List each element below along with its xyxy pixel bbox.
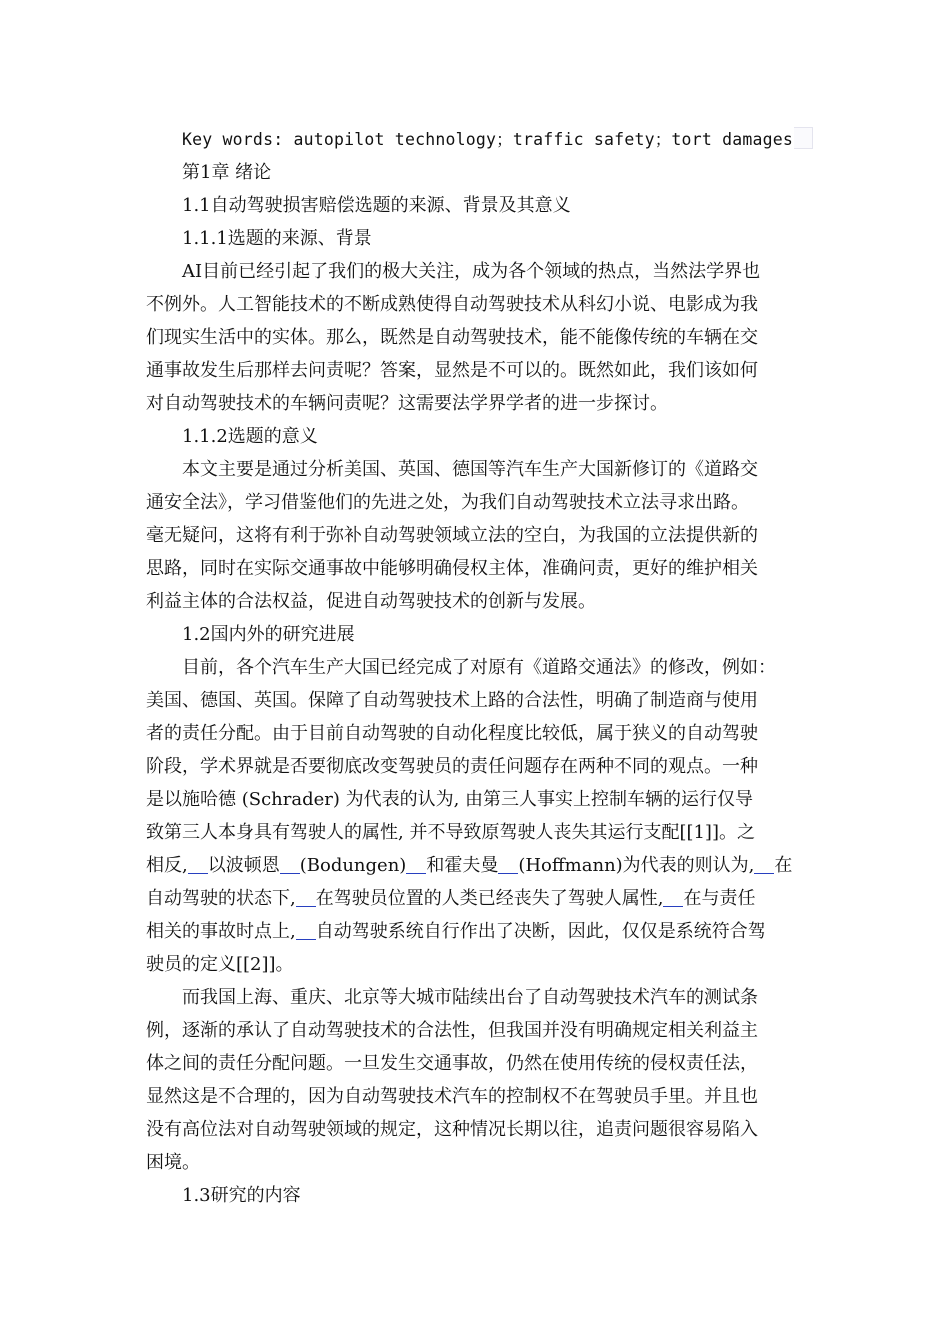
paragraph-line-with-blanks [146,882,806,915]
text-run: (Bodungen) [299,855,407,876]
text-run: 相反, [146,855,188,876]
underline-blank [406,855,426,874]
underline-blank [188,855,208,874]
text-run: (Hoffmann)为代表的则认为, [518,855,755,876]
chapter-title: 第1章 绪论 [182,162,272,183]
paragraph-line: 利益主体的合法权益，促进自动驾驶技术的创新与发展。 [146,591,596,612]
paragraph-line: 不例外。人工智能技术的不断成熟使得自动驾驶技术从科幻小说、电影成为我 [146,294,758,315]
paragraph-line: 驶员的定义[[2]]。 [146,954,294,975]
keywords-text: Key words: autopilot technology；traffic safety；tort damages [182,130,794,149]
paragraph-line: 通安全法》，学习借鉴他们的先进之处，为我们自动驾驶技术立法寻求出路。 [146,492,749,513]
paragraph-line: 们现实生活中的实体。那么，既然是自动驾驶技术，能不能像传统的车辆在交 [146,327,758,348]
underline-blank [663,888,683,907]
paragraph-line: 本文主要是通过分析美国、英国、德国等汽车生产大国新修订的《道路交 [182,459,758,480]
underline-blank [296,888,316,907]
paragraph-line: 毫无疑问，这将有利于弥补自动驾驶领域立法的空白，为我国的立法提供新的 [146,525,758,546]
paragraph-line: 困境。 [146,1152,200,1173]
paragraph-line: 是以施哈德 (Schrader) 为代表的认为, 由第三人事实上控制车辆的运行仅导 [146,789,754,810]
paragraph-line: 者的责任分配。由于目前自动驾驶的自动化程度比较低，属于狭义的自动驾驶 [146,723,758,744]
paragraph-line: 例，逐渐的承认了自动驾驶技术的合法性，但我国并没有明确规定相关利益主 [146,1020,758,1041]
text-run: 和霍夫曼 [426,855,499,876]
section-heading-1-3: 1.3研究的内容 [182,1185,301,1206]
text-run: 在 [774,855,793,876]
underline-blank [296,921,316,940]
underline-blank [280,855,300,874]
keywords-line [182,123,842,156]
paragraph-line: 体之间的责任分配问题。一旦发生交通事故，仍然在使用传统的侵权责任法， [146,1053,758,1074]
paragraph-line: 阶段，学术界就是否要彻底改变驾驶员的责任问题存在两种不同的观点。一种 [146,756,758,777]
paragraph-line: 没有高位法对自动驾驶领域的规定，这种情况长期以往，追责问题很容易陷入 [146,1119,758,1140]
paragraph-line: 思路，同时在实际交通事故中能够明确侵权主体，准确问责，更好的维护相关 [146,558,758,579]
text-run: 以波顿恩 [207,855,280,876]
section-heading-1-2: 1.2国内外的研究进展 [182,624,355,645]
paragraph-line: 显然这是不合理的，因为自动驾驶技术汽车的控制权不在驾驶员手里。并且也 [146,1086,758,1107]
text-run: 在驾驶员位置的人类已经丧失了驾驶人属性, [315,888,664,909]
paragraph-line: 通事故发生后那样去问责呢？答案，显然是不可以的。既然如此，我们该如何 [146,360,758,381]
text-box-edge [794,127,813,149]
text-run: 自动驾驶的状态下, [146,888,296,909]
text-run: 自动驾驶系统自行作出了决断，因此，仅仅是系统符合驾 [315,921,766,942]
paragraph-line-with-blanks [146,849,806,882]
paragraph-line-with-blanks [146,915,806,948]
section-heading-1-1-2: 1.1.2选题的意义 [182,426,318,447]
text-run: 相关的事故时点上, [146,921,296,942]
underline-blank [498,855,518,874]
text-run: 在与责任 [683,888,756,909]
paragraph-line: AI目前已经引起了我们的极大关注，成为各个领域的热点，当然法学界也 [182,261,761,282]
paragraph-line: 对自动驾驶技术的车辆问责呢？这需要法学界学者的进一步探讨。 [146,393,668,414]
section-heading-1-1-1: 1.1.1选题的来源、背景 [182,228,372,249]
paragraph-line: 而我国上海、重庆、北京等大城市陆续出台了自动驾驶技术汽车的测试条 [182,987,758,1008]
paragraph-line: 美国、德国、英国。保障了自动驾驶技术上路的合法性，明确了制造商与使用 [146,690,758,711]
underline-blank [754,855,774,874]
paragraph-line: 致第三人本身具有驾驶人的属性, 并不导致原驾驶人丧失其运行支配[[1]]。之 [146,822,755,843]
paragraph-line: 目前，各个汽车生产大国已经完成了对原有《道路交通法》的修改，例如： [182,657,776,678]
section-heading-1-1: 1.1自动驾驶损害赔偿选题的来源、背景及其意义 [182,195,571,216]
